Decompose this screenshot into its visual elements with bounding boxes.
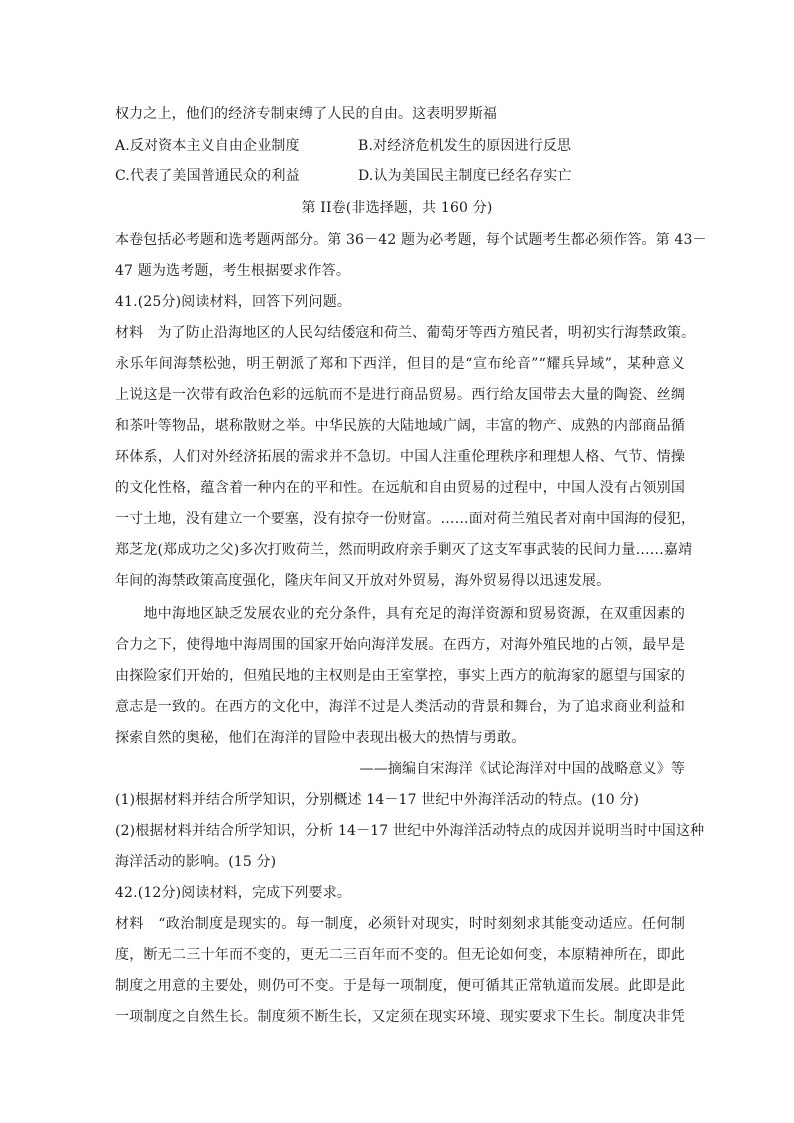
q41-material-line: 年间的海禁政策高度强化，隆庆年间又开放对外贸易，海外贸易得以迅速发展。 [115, 573, 611, 589]
q41-material-line: 环体系，人们对外经济拓展的需求并不急切。中国人注重伦理秩序和理想人格、气节、情操 [115, 449, 685, 465]
q41-material-line: 材料 为了防止沿海地区的人民勾结倭寇和荷兰、葡萄牙等西方殖民者，明初实行海禁政策。 [115, 325, 696, 341]
q35-option-row-2 [115, 166, 685, 186]
q41-material-line: 地中海地区缺乏发展农业的充分条件，具有充足的海洋资源和贸易资源，在双重因素的 [115, 606, 685, 622]
q41-subquestion-2: 海洋活动的影响。(15 分) [115, 854, 277, 870]
section-title: 第 II卷(非选择题，共 160 分) [301, 200, 493, 216]
q41-material-line: 永乐年间海禁松弛，明王朝派了郑和下西洋，但目的是“宣布纶音”“耀兵异域”，某种意义 [115, 356, 685, 372]
q42-material-line: 材料 “政治制度是现实的。每一制度，必须针对现实，时时刻刻求其能变动适应。任何制 [115, 916, 685, 932]
q42-material-line: 制度之用意的主要处，则仍可不变。于是每一项制度，便可循其正常轨道而发展。此即是此 [115, 978, 685, 994]
q35-stem-tail: 权力之上，他们的经济专制束缚了人民的自由。这表明罗斯福 [115, 106, 498, 122]
q41-material-line: 郑芝龙(郑成功之父)多次打败荷兰，然而明政府亲手剿灭了这支军事武装的民间力量……嘉靖 [115, 542, 693, 558]
q41-material-line: 的文化性格，蕴含着一种内在的平和性。在远航和自由贸易的过程中，中国人没有占领别国 [115, 480, 685, 496]
option-b: B.对经济危机发生的原因进行反思 [358, 138, 572, 154]
option-d: D.认为美国民主制度已经名存实亡 [358, 168, 572, 184]
q41-header: 41.(25分)阅读材料，回答下列问题。 [115, 294, 352, 310]
q41-material-line: 上说这是一次带有政治色彩的远航而不是进行商品贸易。西行给友国带去大量的陶瓷、丝绸 [115, 387, 685, 403]
section-intro-line: 47 题为选考题，考生根据要求作答。 [115, 263, 350, 279]
section-intro-line: 本卷包括必考题和选考题两部分。第 36－42 题为必考题，每个试题考生都必须作答。第 43－ [115, 232, 707, 248]
q42-header: 42.(12分)阅读材料，完成下列要求。 [115, 885, 352, 901]
q41-subquestion-1: (1)根据材料并结合所学知识，分别概述 14－17 世纪中外海洋活动的特点。(10 分) [115, 792, 640, 808]
q35-option-row-1 [115, 136, 685, 156]
q41-material-line: 和茶叶等物品，堪称散财之举。中华民族的大陆地域广阔，丰富的物产、成熟的内部商品循 [115, 418, 685, 434]
q42-material-line: 一项制度之自然生长。制度须不断生长，又定须在现实环境、现实要求下生长。制度决非凭 [115, 1009, 685, 1025]
option-a: A.反对资本主义自由企业制度 [115, 138, 300, 154]
option-c: C.代表了美国普通民众的利益 [115, 168, 300, 184]
q41-material-line: 意志是一致的。在西方的文化中，海洋不过是人类活动的背景和舞台，为了追求商业利益和 [115, 699, 685, 715]
q41-material-line: 一寸土地，没有建立一个要塞，没有掠夺一份财富。……面对荷兰殖民者对南中国海的侵犯， [115, 511, 696, 527]
q41-material-line: 探索自然的奥秘，他们在海洋的冒险中表现出极大的热情与勇敢。 [115, 730, 526, 746]
q41-subquestion-2: (2)根据材料并结合所学知识，分析 14－17 世纪中外海洋活动特点的成因并说明当时中国这种 [115, 823, 705, 839]
q42-material-line: 度，断无二三十年而不变的，更无二三百年而不变的。但无论如何变，本原精神所在，即此 [115, 947, 685, 963]
q41-material-line: 由探险家们开始的，但殖民地的主权则是由王室掌控，事实上西方的航海家的愿望与国家的 [115, 668, 685, 684]
q41-source-citation: ——摘编自宋海洋《试论海洋对中国的战略意义》等 [359, 761, 685, 777]
q41-material-line: 合力之下，使得地中海周围的国家开始向海洋发展。在西方，对海外殖民地的占领，最早是 [115, 637, 685, 653]
